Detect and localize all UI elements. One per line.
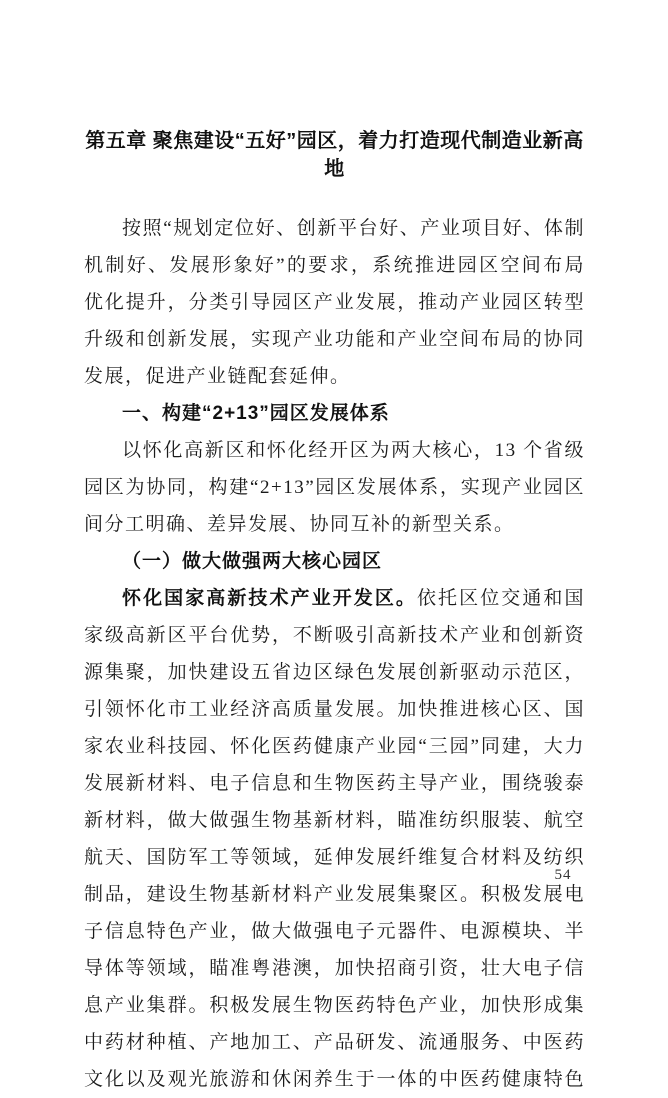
paragraph-hitech-zone	[84, 580, 585, 1098]
section-heading-park-system: 一、构建“2+13”园区发展体系	[122, 403, 390, 424]
page-number: 54	[554, 867, 572, 883]
sub-heading-core-parks: （一）做大做强两大核心园区	[122, 551, 383, 572]
chapter-title: 第五章 聚焦建设“五好”园区，着力打造现代制造业新高地	[85, 130, 584, 180]
paragraph-hitech-zone-lead: 怀化国家高新技术产业开发区。	[122, 588, 417, 609]
paragraph-park-system: 以怀化高新区和怀化经开区为两大核心，13 个省级园区为协同，构建“2+13”园区发展体系，实现产业园区间分工明确、差异发展、协同互补的新型关系。	[84, 440, 585, 535]
paragraph-intro: 按照“规划定位好、创新平台好、产业项目好、体制机制好、发展形象好”的要求，系统推进园区空间布局优化提升，分类引导园区产业发展，推动产业园区转型升级和创新发展，实现产业功能和产业空间布局的协同发展，促进产业链配套延伸。	[84, 218, 585, 387]
paragraph-hitech-zone-body: 依托区位交通和国家级高新区平台优势，不断吸引高新技术产业和创新资源集聚，加快建设五省边区绿色发展创新驱动示范区，引领怀化市工业经济高质量发展。加快推进核心区、国家农业科技园、怀化医药健康产业园“三园”同建，大力发展新材料、电子信息和生物医药主导产业，围绕骏泰新材料，做大做强生物基新材料，瞄准纺织服装、航空航天、国防军工等领域，延伸发展纤维复合材料及纺织制品，建设生物基新材料产业发展集聚区。积极发展电子信息特色产业，做大做强电子元器件、电源模块、半导体等领域，瞄准粤港澳，加快招商引资，壮大电子信息产业集群。积极发展生物医药特色产业，加快形成集中药材种植、产地加工、产品研发、流通服务、中医药文化以及观光旅游和休闲养生于一体的中医药健康特色	[84, 588, 585, 1090]
